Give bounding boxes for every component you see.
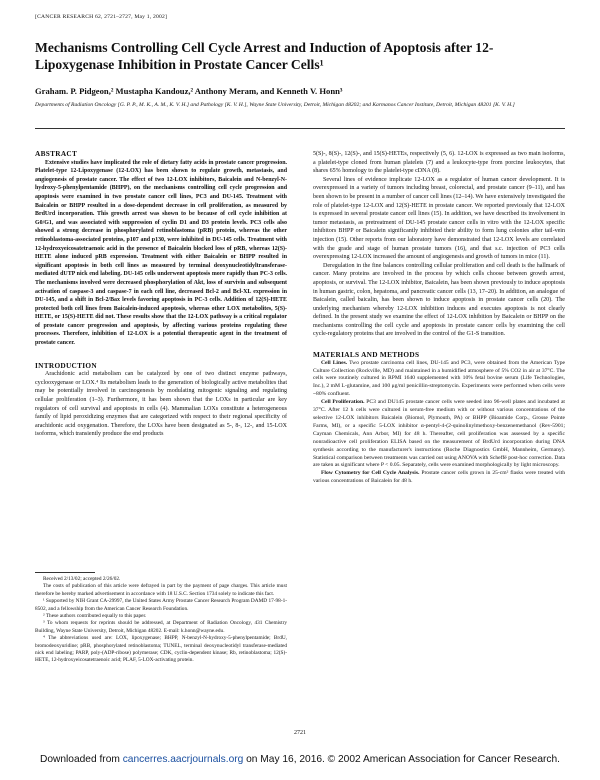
footnote: ⁴ The abbreviations used are: LOX, lipoxygenase; BHPP, N-benzyl-N-hydroxy-5-phenylpentamide; BrdU, bromodeoxyuridine; pRB, phosphorylated retinoblastoma; TUNEL, terminal deoxynucleotidyl transferase-mediated nick end labeling; PARP, poly-(ADP-ribose) polymerase; CDK, cyclin-dependent kinase; Rb, retinoblastoma; 12(S)-HETE, 12-hydroxyeicosatetraenoic acid; PLAF, 5-LOX-activating protein. [35, 635, 287, 664]
subsection-label: Cell Lines. [321, 359, 348, 366]
right-column [313, 150, 565, 486]
footnote: ³ To whom requests for reprints should be addressed, at Department of Radiation Oncology, 431 Chemistry Building, Wayne State University, Detroit, Michigan 48202. E-mail: k.honn@wayne.edu. [35, 620, 287, 634]
introduction-heading: INTRODUCTION [35, 360, 97, 370]
footnote: ¹ Supported by NIH Grant CA-29997, the United States Army Prostate Cancer Research Program DAMD 17-98-1-8502, and a fellowship from the American Cancer Research Foundation. [35, 598, 287, 612]
methods-paragraph [313, 470, 565, 486]
subsection-label: Cell Proliferation. [321, 399, 365, 406]
body-paragraph: Several lines of evidence implicate 12-LOX as a regulator of human cancer development. It is overexpressed in a variety of tumors including breast, colorectal, and prostate cancer (9–11), and has been shown to be present in a number of cancer cell lines (12–14). We have extensively investigated the role of platelet-type 12-LOX and 12(S)-HETE in prostate cancer. We reported previously that 12-LOX is expressed in several prostate cancer cell lines (15). In addition, we have described its involvement in tumor metastasis, as pretreatment of DU-145 prostate cancer cells in vitro with the 12-LOX specific inhibitors BHPP or Baicalein significantly inhibited their ability to form lung colonies after tail-vein injection (15). Other reports from our laboratory have demonstrated that 12-LOX levels are correlated with the grade and stage of human prostate tumors (16), and that s.c. injection of PC3 cells overexpressing 12-LOX increased the amount of angiogenesis and growth of tumors in mice (11). [313, 176, 565, 261]
introduction-text: Arachidonic acid metabolism can be catalyzed by one of two distinct enzyme pathways, cyclooxygenase or LOX.⁴ Its metabolism leads to the generation of biologically active metabolites that may be potentially involved in carcinogenesis by modulating mitogenic signaling and regulating cellular proliferation (1–3). Furthermore, it has been shown that the LOXs in particular are key regulators of cell survival and apoptosis in cells (4). Mammalian LOXs constitute a heterogeneous family of lipid peroxidizing enzymes that are categorized with respect to their regional specificity of arachidonic acid oxygenation. Therefore, the LOXs have been designated as 5-, 8-, 12-, and 15-LOX isoforms, which transiently produce the end products [35, 371, 287, 438]
body-paragraph: 5(S)-, 8(S)-, 12(S)-, and 15(S)-HETEs, respectively (5, 6). 12-LOX is expressed as two main isoforms, a platelet-type cloned from human platelets (7) and a leukocyte-type from porcine leukocytes, that shares 65% homology to the platelet-type cDNA (8). [313, 151, 565, 175]
subsection-label: Flow Cytometry for Cell Cycle Analysis. [321, 470, 420, 477]
abstract-heading: ABSTRACT [35, 149, 78, 158]
journal-link[interactable]: cancerres.aacrjournals.org [122, 754, 244, 765]
footnotes [35, 576, 287, 665]
header-divider [35, 128, 565, 129]
methods-heading: MATERIALS AND METHODS [313, 350, 420, 360]
body-paragraph: Deregulation in the fine balances controlling cellular proliferation and cell death is the hallmark of cancer. Many proteins are involved in the process by which cells choose between growth arrest, apoptosis, or survival. The 12-LOX inhibitor, Baicalein, has been shown previously to induce apoptosis in human gastric, colon, hepatoma, and pancreatic cancer cells (13, 17–20). In addition, an analogue of Baicalein, called baicalin, has been shown to induce apoptosis in prostate cancer cells (20). The underlying mechanism whereby 12-LOX inhibition induces and executes apoptosis is not clearly defined. In the present study we examine the effect of 12-LOX inhibition by Baicalein or BHPP on the mechanisms controlling the cell cycle and apoptosis in prostate cancer cells by examining the cell cycle-regulatory proteins that are involved in the control of the G1-S transition. [313, 262, 565, 338]
journal-citation: [CANCER RESEARCH 62, 2721–2727, May 1, 2002] [35, 14, 168, 20]
subsection-text: Prostate cancer cells grown in 25-cm² flasks were treated with various concentrations of Baicalein for 48 h. [313, 470, 565, 485]
footnote: The costs of publication of this article were defrayed in part by the payment of page charges. This article must therefore be hereby marked advertisement in accordance with 18 U.S.C. Section 1734 solely to indicate this fact. [35, 583, 287, 597]
download-suffix: on May 16, 2016. © 2002 American Association for Cancer Research. [243, 754, 560, 765]
download-prefix: Downloaded from [40, 754, 123, 765]
footnote: ² These authors contributed equally to this paper. [43, 613, 147, 620]
methods-paragraph [313, 360, 565, 400]
left-column [35, 150, 287, 439]
paper-title: Mechanisms Controlling Cell Cycle Arrest and Induction of Apoptosis after 12-Lipoxygenase Inhibition in Prostate Cancer Cells¹ [35, 40, 494, 72]
author-list: Graham. P. Pidgeon,² Mustapha Kandouz,² Anthony Meram, and Kenneth V. Honn³ [35, 86, 343, 96]
footnote-divider [35, 572, 95, 573]
footnote: Received 2/13/02; accepted 2/26/02. [43, 576, 121, 582]
affiliations: Departments of Radiation Oncology [G. P. P., M. K., A. M., K. V. H.] and Pathology [K. V. H.], Wayne State University, Detroit, Michigan 48202; and Karmanos Cancer Institute, Detroit, Michigan 48201 [K. V. H.] [35, 102, 515, 108]
subsection-text: Two prostate carcinoma cell lines, DU-145 and PC3, were obtained from the American Type Culture Collection (Rockville, MD) and maintained in a humidified atmosphere of 5% CO2 in air at 37°C. The cells were routinely cultured in RPMI 1640 supplemented with 10% fetal bovine serum (Life Technologies, Inc.), 2 mM L-glutamine, and 100 μg/ml penicillin-streptomycin. Experiments were performed when cells were ~80% confluent. [313, 359, 565, 398]
download-notice [0, 754, 600, 765]
subsection-text: PC3 and DU145 prostate cancer cells were seeded into 96-well plates and incubated at 37°C. After 12 h cells were cultured in serum-free medium with or without various concentrations of the selective 12-LOX inhibitors Baicalein (Biomol, Plymouth, PA) or BHPP (Bioamide Corp., Grosse Pointe Farms, MI), or a specific 5-LOX inhibitor α-pentyl-4-(2-quinolinylmethoxy-benzenemethanol (Rev-5901; Cayman Chemicals, Ann Arbor, MI) for 48 h. Thereafter, cell proliferation was assessed by a specific nonradioactive cell proliferation ELISA based on the measurement of BrdUrd incorporation during DNA synthesis according to the manufacturer's instructions (Roche Diagnostics GmbH, Mannheim, Germany). Statistical comparison between treatments was carried out using ANOVA with Scheffé post-hoc correction. Data are taken as significant where P < 0.05. Separately, cells were examined morphologically by light microscopy. [313, 399, 565, 469]
abstract-text: Extensive studies have implicated the role of dietary fatty acids in prostate cancer progression. Platelet-type 12-Lipoxygenase (12-LOX) has been shown to regulate growth, metastasis, and angiogenesis of prostate cancer. The effect of two 12-LOX inhibitors, Baicalein and N-benzyl-N-hydroxy-5-phenylpentamide (BHPP), on the mechanisms controlling cell cycle progression and apoptosis were examined in two prostate cancer cell lines, PC3 and DU-145. Treatment with Baicalein or BHPP resulted in a dose-dependent decrease in cell proliferation, as measured by BrdUrd incorporation. This growth arrest was shown to be because of cell cycle inhibition at G0/G1, and was associated with suppression of cyclin D1 and D3 protein levels. PC3 cells also showed a strong decrease in phosphorylated retinoblastoma (pRB) protein, whereas the other retinoblastoma-associated proteins, p107 and p130, were inhibited in DU-145 cells. Treatment with 12-hydroxyeicosatetraenoic acid in the presence of Baicalein blocked loss of pRB, whereas 12(S)-HETE alone induced pRB expression. Treatment with either Baicalein or BHPP resulted in significant apoptosis in both cell lines as measured by terminal deoxynucleotidyltransferase-mediated dUTP nick end labeling. DU-145 cells underwent apoptosis more rapidly than PC-3 cells. The mechanisms involved were decreased phosphorylation of Akt, loss of survivin and subsequent activation of caspase-3 and caspase-7 in each cell line, decreased Bcl-2 and Bcl-XL expression in DU-145, and a shift in Bcl-2/Bax levels favoring apoptosis in PC-3 cells. Addition of 12(S)-HETE protected both cell lines from Baicalein-induced apoptosis, whereas other LOX metabolites, 5(S)-HETE, or 15(S)-HETE did not. These results show that the 12-LOX pathway is a critical regulator of prostate cancer progression and apoptosis, by affecting various proteins regulating these processes. Therefore, inhibition of 12-LOX is a potential therapeutic agent in the treatment of prostate cancer. [35, 159, 287, 347]
methods-paragraph [313, 399, 565, 470]
page-number: 2721 [294, 730, 306, 736]
